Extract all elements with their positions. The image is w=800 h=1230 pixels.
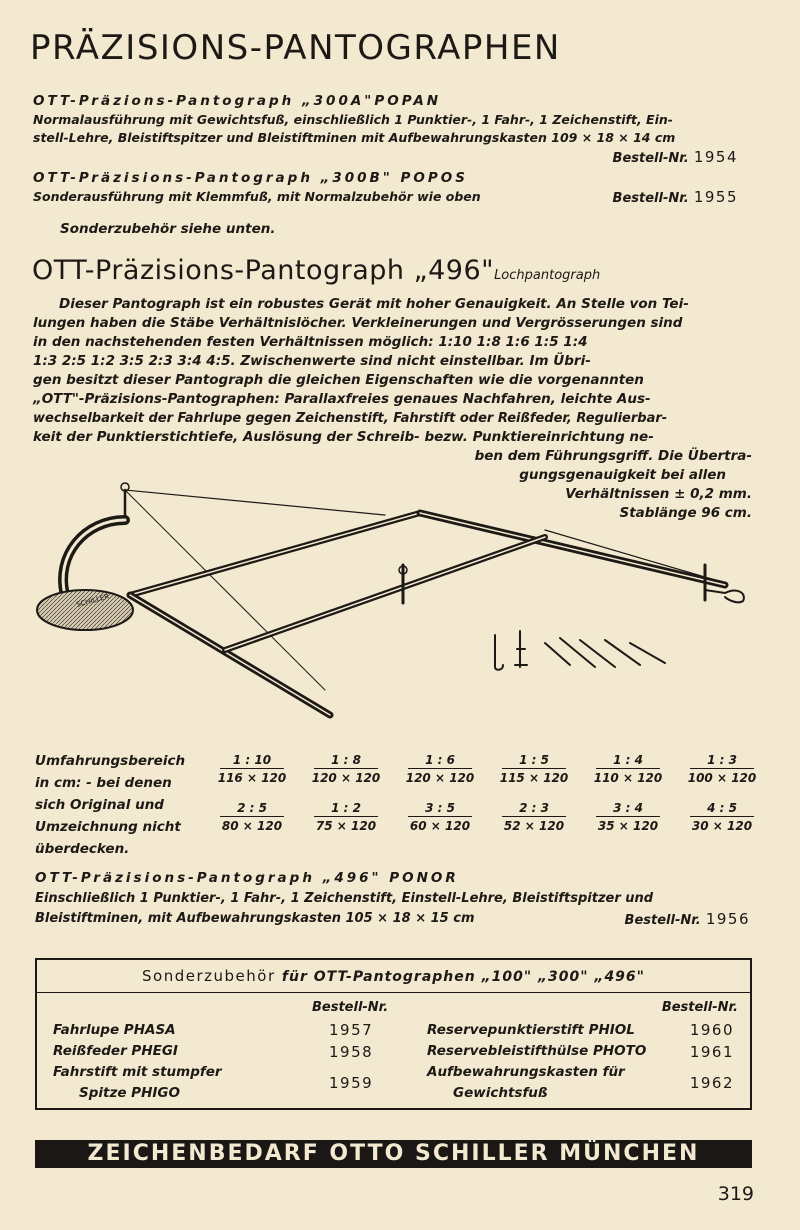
ratio: 3 : 4 xyxy=(596,801,660,817)
accessory-tools xyxy=(495,631,665,670)
ponor-line1: Einschließlich 1 Punktier-, 1 Fahr-, 1 Zeichenstift, Einstell-Lehre, Bleistiftspitzer und xyxy=(35,891,654,906)
ratio: 1 : 4 xyxy=(596,753,660,769)
popan-heading: OTT-Präzions-Pantograph „300A"POPAN xyxy=(33,93,442,109)
accessories-heading-plain: Sonderzubehör xyxy=(142,967,276,985)
accessories-right-numbers xyxy=(690,1019,734,1094)
pantograph-illustration xyxy=(25,475,765,735)
range-label-line: Umzeichnung nicht xyxy=(35,819,181,835)
accessory-number: 1961 xyxy=(689,1043,734,1061)
ratio-size: 75 × 120 xyxy=(315,819,377,833)
ratio-cell xyxy=(675,800,769,834)
p496-line: lungen haben die Stäbe Verhältnislöcher. Verkleinerungen und Vergrösserungen sind xyxy=(33,315,683,331)
range-label-line: sich Original und xyxy=(35,797,164,813)
ratio-cell xyxy=(205,800,299,834)
accessory-note: Sonderzubehör siehe unten. xyxy=(60,221,276,237)
ratio-size: 110 × 120 xyxy=(593,771,663,785)
tracer-handle xyxy=(705,590,744,602)
popan-line2: stell-Lehre, Bleistiftspitzer und Bleistiftminen mit Aufbewahrungskasten 109 × 18 × 14 cm xyxy=(33,130,676,145)
range-label xyxy=(35,750,185,860)
ratio-row xyxy=(205,800,769,834)
accessory-name: Gewichtsfuß xyxy=(453,1085,548,1101)
ponor-line2: Bleistiftminen, mit Aufbewahrungskasten 105 × 18 × 15 cm xyxy=(35,911,475,926)
ponor-order-label: Bestell-Nr. xyxy=(624,913,701,928)
ratio: 1 : 3 xyxy=(690,753,754,769)
ratio-size: 120 × 120 xyxy=(311,771,381,785)
accessory-name: Reservebleistifthülse PHOTO xyxy=(427,1043,647,1059)
ratio: 1 : 6 xyxy=(408,753,472,769)
accessories-box xyxy=(35,958,752,1110)
popos-order xyxy=(613,187,738,206)
ratio: 4 : 5 xyxy=(690,801,754,817)
ratio-size: 35 × 120 xyxy=(597,819,659,833)
ratio: 1 : 5 xyxy=(502,753,566,769)
page-title: PRÄZISIONS-PANTOGRAPHEN xyxy=(30,28,561,68)
ponor-heading: OTT-Präzisions-Pantograph „496" PONOR xyxy=(35,870,459,886)
ratio-size: 120 × 120 xyxy=(405,771,475,785)
p496-right-line: Stablänge 96 cm. xyxy=(619,505,752,521)
page-number: 319 xyxy=(717,1183,754,1205)
p496-right-line: ben dem Führungsgriff. Die Übertra- xyxy=(474,448,752,464)
p496-line: in den nachstehenden festen Verhältnissen möglich: 1:10 1:8 1:6 1:5 1:4 xyxy=(33,334,588,350)
range-label-line: überdecken. xyxy=(35,841,130,857)
ratio-cell xyxy=(487,752,581,786)
ratio-cell xyxy=(581,800,675,834)
ratio: 1 : 8 xyxy=(314,753,378,769)
accessory-number: 1957 xyxy=(329,1021,374,1039)
accessory-name: Fahrstift mit stumpfer xyxy=(53,1064,222,1080)
ponor-order xyxy=(625,909,750,928)
popan-order xyxy=(613,147,738,166)
accessory-name: Aufbewahrungskasten für xyxy=(427,1064,625,1080)
p496-line: 1:3 2:5 1:2 3:5 2:3 3:4 4:5. Zwischenwerte sind nicht einstellbar. Im Übri- xyxy=(33,353,591,369)
ratio-size: 52 × 120 xyxy=(503,819,565,833)
ratio-cell xyxy=(581,752,675,786)
ratio-cell xyxy=(205,752,299,786)
popan-order-label: Bestell-Nr. xyxy=(612,151,689,166)
p496-line: „OTT"-Präzisions-Pantographen: Parallaxfreies genaues Nachfahren, leichte Aus- xyxy=(33,391,651,407)
ratio: 2 : 3 xyxy=(502,801,566,817)
p496-right-line: gungsgenauigkeit bei allen xyxy=(519,467,726,483)
accessories-heading xyxy=(37,960,750,993)
p496-line: Dieser Pantograph ist ein robustes Gerät mit hoher Genauigkeit. An Stelle von Tei- xyxy=(59,296,689,312)
popos-order-label: Bestell-Nr. xyxy=(612,191,689,206)
range-label-line: in cm: - bei denen xyxy=(35,775,172,791)
accessory-number: 1962 xyxy=(689,1074,734,1092)
accessory-name: Reservepunktierstift PHIOL xyxy=(427,1022,635,1038)
accessories-col-label-right: Bestell-Nr. xyxy=(661,1000,738,1015)
ratio-cell xyxy=(393,752,487,786)
ratio: 2 : 5 xyxy=(220,801,284,817)
ratio-cell xyxy=(299,800,393,834)
ratio-size: 30 × 120 xyxy=(691,819,753,833)
foot-label: SCHILLER xyxy=(75,592,111,609)
ratio-size: 60 × 120 xyxy=(409,819,471,833)
popos-order-no: 1955 xyxy=(693,188,738,206)
accessory-number: 1959 xyxy=(329,1074,374,1092)
p496-right-line: Verhältnissen ± 0,2 mm. xyxy=(565,486,752,502)
ratio-row xyxy=(205,752,769,786)
ratio-size: 116 × 120 xyxy=(217,771,287,785)
accessory-name: Spitze PHIGO xyxy=(79,1085,180,1101)
p496-line: wechselbarkeit der Fahrlupe gegen Zeichenstift, Fahrstift oder Reißfeder, Regulierbar- xyxy=(33,411,668,426)
ratio-size: 115 × 120 xyxy=(499,771,569,785)
ratio: 3 : 5 xyxy=(408,801,472,817)
p496-heading xyxy=(32,255,600,286)
p496-subheading: Lochpantograph xyxy=(494,268,601,283)
range-label-line: Umfahrungsbereich xyxy=(35,753,186,769)
ratio-cell xyxy=(675,752,769,786)
ratio-size: 100 × 120 xyxy=(687,771,757,785)
accessory-name: Fahrlupe PHASA xyxy=(53,1022,176,1038)
p496-heading-text: OTT-Präzisions-Pantograph „496" xyxy=(32,255,495,286)
pantograph-neck xyxy=(63,520,125,595)
accessory-name: Reißfeder PHEGI xyxy=(53,1043,178,1059)
accessory-number: 1958 xyxy=(329,1043,374,1061)
p496-line: keit der Punktierstichtiefe, Auslösung der Schreib- bezw. Punktiereinrichtung ne- xyxy=(33,429,654,445)
publisher-banner: ZEICHENBEDARF OTTO SCHILLER MÜNCHEN xyxy=(35,1140,752,1168)
popos-heading: OTT-Präzisions-Pantograph „300B" POPOS xyxy=(33,170,468,186)
p496-paragraph xyxy=(33,295,689,447)
accessories-heading-italic: für OTT-Pantographen „100" „300" „496" xyxy=(281,969,645,985)
popan-order-no: 1954 xyxy=(693,148,738,166)
accessories-col-label-left: Bestell-Nr. xyxy=(312,1000,389,1015)
accessories-left-names xyxy=(53,1020,222,1104)
accessories-left-numbers xyxy=(329,1019,373,1094)
popos-line1: Sonderausführung mit Klemmfuß, mit Normalzubehör wie oben xyxy=(33,189,481,204)
ponor-order-no: 1956 xyxy=(705,910,750,928)
ratio-cell xyxy=(487,800,581,834)
accessories-right-names xyxy=(427,1020,646,1104)
p496-line: gen besitzt dieser Pantograph die gleichen Eigenschaften wie die vorgenannten xyxy=(33,372,644,388)
popan-line1: Normalausführung mit Gewichtsfuß, einschließlich 1 Punktier-, 1 Fahr-, 1 Zeichenstift, Ein- xyxy=(33,112,673,127)
ratio: 1 : 10 xyxy=(220,753,284,769)
ratio: 1 : 2 xyxy=(314,801,378,817)
ratio-cell xyxy=(299,752,393,786)
ratio-size: 80 × 120 xyxy=(221,819,283,833)
accessory-number: 1960 xyxy=(689,1021,734,1039)
ratio-cell xyxy=(393,800,487,834)
tension-string xyxy=(125,490,385,515)
ratio-table xyxy=(205,752,769,834)
